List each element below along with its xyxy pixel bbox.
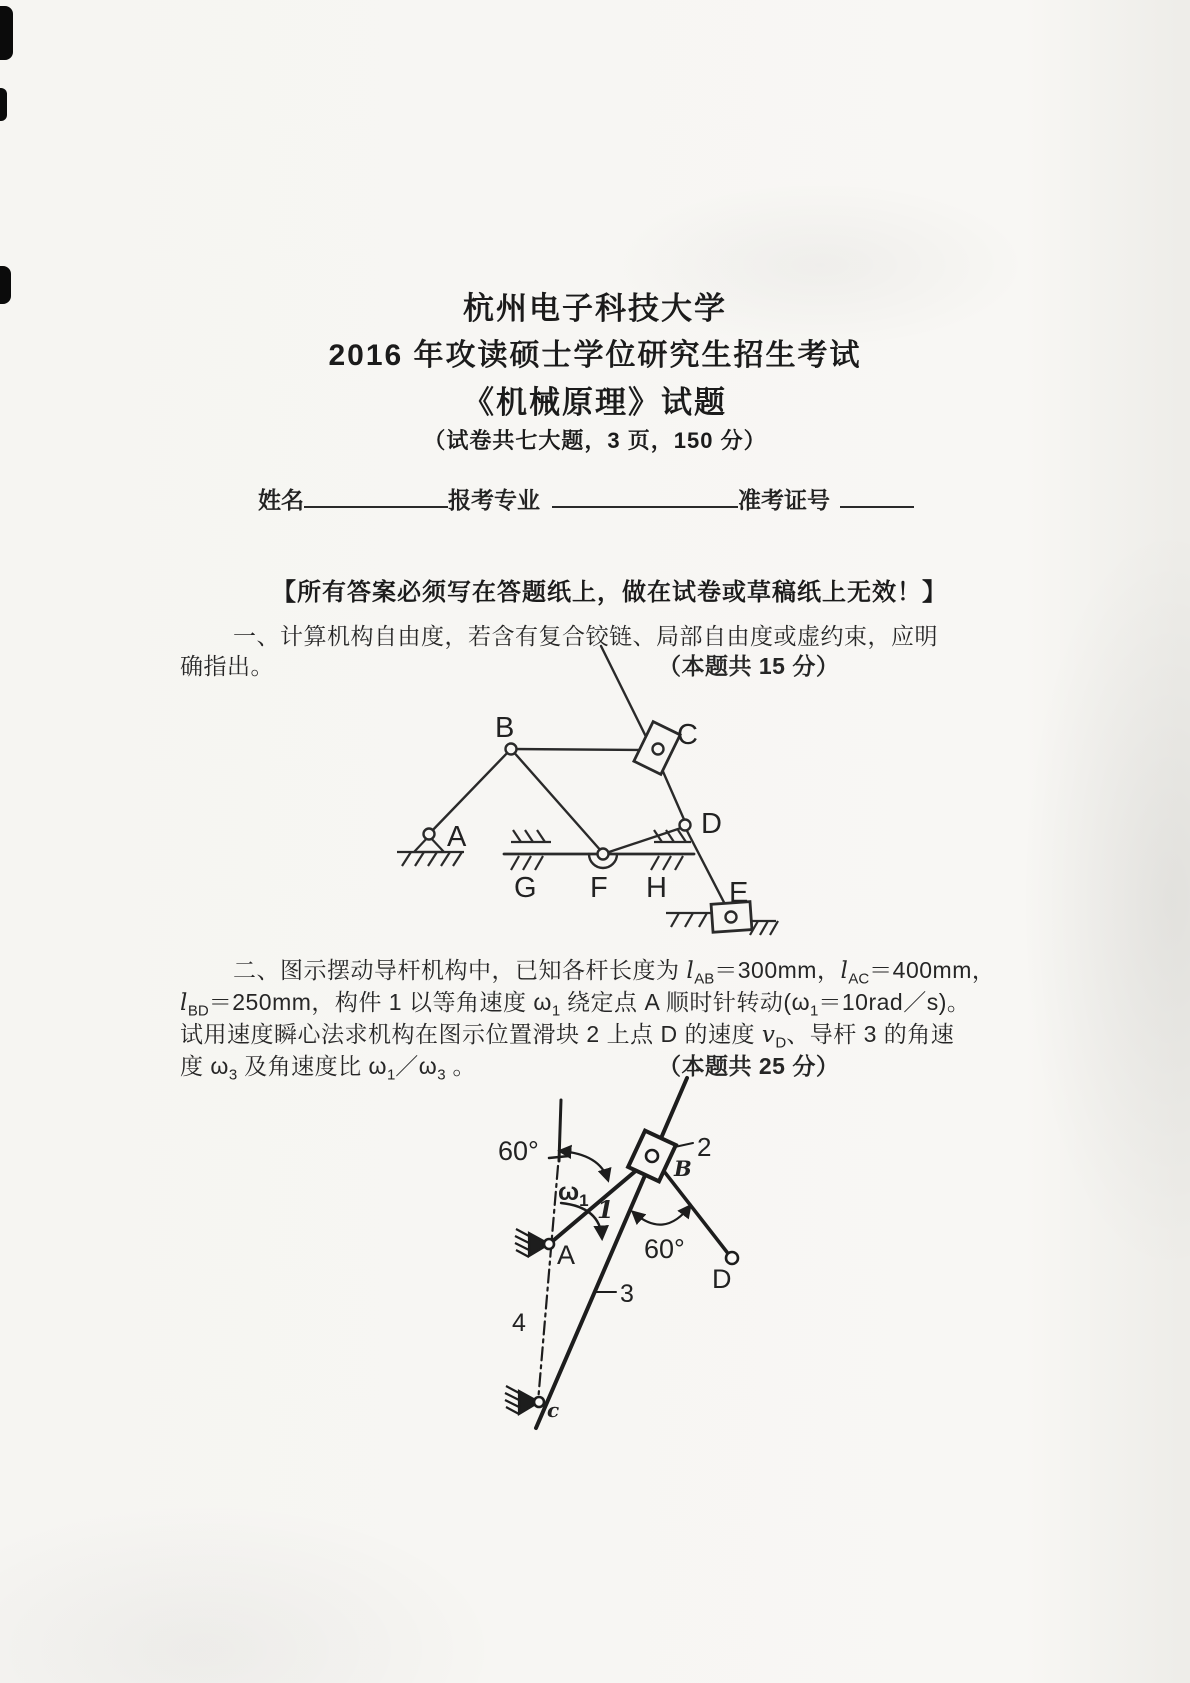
q2-label-frame4: 4 (512, 1309, 526, 1337)
q1-label-H: H (646, 872, 667, 904)
q1-links (429, 646, 730, 914)
major-blank-line (552, 482, 738, 508)
q2-text-line1: 二、图示摆动导杆机构中，已知各杆长度为 $l_{AB}=300mm$，$l_{AC}=400mm$， (233, 957, 996, 988)
q1-text-line1: 一、计算机构自由度，若含有复合铰链、局部自由度或虚约束，应明 (233, 623, 938, 649)
q2-label-D: D (712, 1264, 732, 1294)
q1-text-line2: 确指出。 (180, 653, 274, 679)
name-blank-line (304, 482, 448, 508)
q2-text-line2: $l_{BD}=250mm$，构件 1 以等角速度 $\omega_1$ 绕定点 A 顺时针转动$(\omega_1=10rad/s)$。 (180, 989, 971, 1020)
university-title: 杭州电子科技大学 (463, 291, 727, 326)
paper-meta: （试卷共七大题，3 页，150 分） (423, 428, 767, 453)
scan-artifact (0, 88, 7, 121)
q2-points: （本题共 25 分） (658, 1053, 840, 1079)
q1-guide-G (511, 830, 551, 870)
q2-text-line4: 度 $\omega_3$ 及角速度比 $\omega_1/\omega_3$ 。 (180, 1053, 476, 1084)
q1-guide-H (651, 830, 691, 870)
q2-text-line3: 试用速度瞬心法求机构在图示位置滑块 2 上点 D 的速度 $v_D$、导杆 3 的角速 (180, 1021, 955, 1052)
q1-label-F: F (590, 872, 608, 904)
ticket-blank-line (840, 482, 914, 508)
q2-label-omega1: $\omega_1$ (558, 1178, 589, 1210)
q2-label-slider2: 2 (697, 1132, 712, 1162)
candidate-info-row (0, 482, 1190, 512)
q2-label-link1: 1 (597, 1195, 614, 1224)
q1-points: （本题共 15 分） (658, 653, 840, 679)
q1-label-D: D (701, 808, 722, 840)
q1-label-A: A (447, 821, 467, 853)
q1-label-G: G (514, 872, 537, 904)
q2-label-bar3: 3 (620, 1280, 634, 1308)
name-label: 姓名 (258, 487, 304, 513)
ticket-label: 准考证号 (738, 487, 830, 513)
q1-pins (424, 744, 737, 923)
exam-session-title: 2016 年攻读硕士学位研究生招生考试 (328, 339, 862, 372)
q2-label-B: B (674, 1156, 692, 1181)
q2-label-C: c (547, 1398, 560, 1422)
q1-label-E: E (729, 877, 749, 909)
major-label: 报考专业 (448, 487, 540, 513)
q2-mechanism-diagram (480, 1060, 780, 1470)
q1-label-B: B (495, 712, 515, 744)
q2-label-angle-top: 60° (498, 1136, 539, 1166)
q1-mechanism-diagram (370, 640, 790, 960)
scan-artifact (0, 6, 13, 60)
q2-label-A: A (557, 1240, 576, 1270)
answer-notice: 【所有答案必须写在答题纸上，做在试卷或草稿纸上无效！】 (272, 579, 947, 606)
q2-label-angle-right: 60° (644, 1234, 685, 1264)
q1-label-C: C (677, 719, 698, 751)
paper-title: 《机械原理》试题 (463, 385, 727, 420)
